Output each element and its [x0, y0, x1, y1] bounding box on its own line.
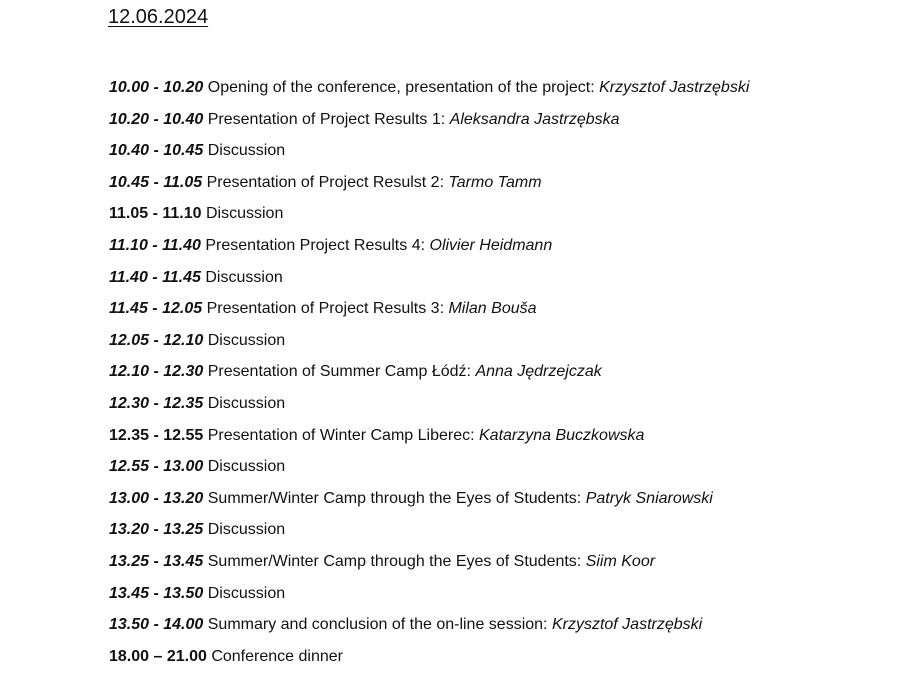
agenda-item — [109, 644, 749, 676]
agenda-item-description: Conference dinner — [211, 647, 343, 665]
agenda-item-description: Presentation of Project Results 3: — [206, 300, 445, 318]
agenda-item-time: 10.20 - 10.40 — [109, 110, 204, 128]
agenda-item-description: Presentation of Summer Camp Łódź: — [207, 363, 471, 381]
agenda-item-speaker: Anna Jędrzejczak — [475, 363, 602, 381]
agenda-item — [109, 486, 749, 518]
agenda-item-time: 10.00 - 10.20 — [109, 79, 204, 96]
agenda-item-description: Presentation Project Results 4: — [205, 236, 426, 254]
agenda-item-time: 13.20 - 13.25 — [109, 521, 204, 539]
agenda-item-description: Discussion — [205, 268, 283, 286]
agenda-item-time: 12.05 - 12.10 — [109, 331, 204, 349]
agenda-item-speaker: Siim Koor — [585, 552, 656, 570]
agenda-item — [109, 75, 749, 107]
agenda-item — [109, 265, 749, 297]
agenda-item — [109, 296, 749, 328]
agenda-item — [109, 454, 749, 486]
agenda-item — [109, 201, 749, 233]
agenda-item-time: 12.55 - 13.00 — [109, 458, 204, 476]
agenda-item-description: Discussion — [205, 205, 284, 223]
agenda-item-description: Discussion — [207, 584, 286, 602]
agenda-item-description: Discussion — [207, 142, 286, 160]
agenda-item-time: 18.00 – 21.00 — [109, 647, 207, 665]
agenda-item-speaker: Aleksandra Jastrzębska — [449, 110, 620, 128]
agenda-item-description: Presentation of Winter Camp Liberec: — [207, 426, 475, 444]
agenda-item-description: Opening of the conference, presentation of the project: — [207, 79, 595, 96]
agenda-item-speaker: Patryk Sniarowski — [585, 489, 713, 507]
agenda-item-speaker: Milan Bouša — [448, 300, 537, 318]
agenda-item — [109, 581, 749, 613]
agenda-item-description: Presentation of Project Results 1: — [207, 110, 446, 128]
agenda-item — [109, 423, 749, 455]
agenda-item-time: 10.45 - 11.05 — [109, 173, 203, 191]
agenda-item-time: 11.40 - 11.45 — [109, 268, 201, 286]
agenda-item-speaker: Olivier Heidmann — [429, 236, 553, 254]
agenda-item-description: Summer/Winter Camp through the Eyes of Students: — [207, 489, 582, 507]
agenda-item-time: 10.40 - 10.45 — [109, 142, 204, 160]
agenda-item-time: 12.30 - 12.35 — [109, 394, 204, 412]
agenda-date-heading: 12.06.2024 — [108, 6, 209, 28]
agenda-item-description: Summer/Winter Camp through the Eyes of Students: — [207, 552, 582, 570]
agenda-item — [109, 612, 749, 644]
agenda-item — [109, 138, 749, 170]
agenda-item — [109, 107, 749, 139]
agenda-item-description: Presentation of Project Resulst 2: — [206, 173, 445, 191]
agenda-item-description: Discussion — [207, 521, 286, 539]
agenda-item-description: Summary and conclusion of the on-line session: — [207, 616, 548, 634]
agenda-item-description: Discussion — [207, 331, 286, 349]
agenda-item — [109, 391, 749, 423]
agenda-list — [109, 75, 749, 675]
agenda-item-speaker: Katarzyna Buczkowska — [479, 426, 645, 444]
agenda-item — [109, 517, 749, 549]
agenda-item-speaker: Tarmo Tamm — [448, 173, 542, 191]
agenda-item-time: 11.45 - 12.05 — [109, 300, 203, 318]
agenda-item-speaker: Krzysztof Jastrzębski — [551, 616, 703, 634]
agenda-item — [109, 328, 749, 360]
agenda-item — [109, 549, 749, 581]
agenda-item-time: 13.00 - 13.20 — [109, 489, 204, 507]
agenda-item — [109, 170, 749, 202]
agenda-item-time: 11.05 - 11.10 — [109, 205, 202, 223]
agenda-item-time: 12.10 - 12.30 — [109, 363, 204, 381]
agenda-item-speaker: Krzysztof Jastrzębski — [599, 79, 750, 96]
agenda-item-time: 13.50 - 14.00 — [109, 616, 204, 634]
agenda-item-time: 12.35 - 12.55 — [109, 426, 204, 444]
agenda-item-time: 11.10 - 11.40 — [109, 236, 201, 254]
agenda-item-description: Discussion — [207, 458, 286, 476]
agenda-item-time: 13.45 - 13.50 — [109, 584, 204, 602]
agenda-item — [109, 233, 749, 265]
agenda-item-time: 13.25 - 13.45 — [109, 552, 204, 570]
agenda-item-description: Discussion — [207, 394, 286, 412]
agenda-item — [109, 359, 749, 391]
